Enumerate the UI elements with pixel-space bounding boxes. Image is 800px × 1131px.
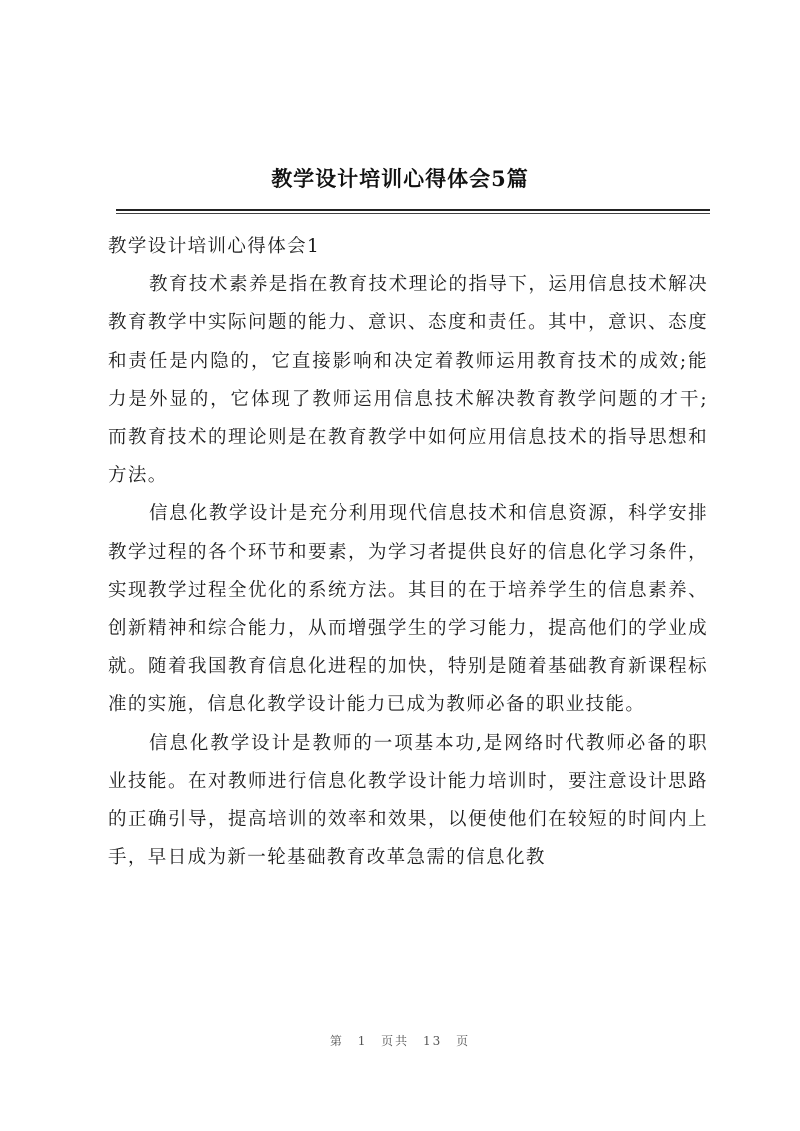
page-footer (0, 1032, 800, 1049)
paragraph-1: 教育技术素养是指在教育技术理论的指导下，运用信息技术解决教育教学中实际问题的能力、意识、态度和责任。其中，意识、态度和责任是内隐的，它直接影响和决定着教师运用教育技术的成效;能力是外显的，它体现了教师运用信息技术解决教育教学问题的才干;而教育技术的理论则是在教育教学中如何应用信息技术的指导思想和方法。 (108, 274, 708, 487)
title-divider-thick (116, 209, 710, 211)
paragraph-2: 信息化教学设计是充分利用现代信息技术和信息资源，科学安排教学过程的各个环节和要素，为学习者提供良好的信息化学习条件，实现教学过程全优化的系统方法。其目的在于培养学生的信息素养、创新精神和综合能力，从而增强学生的学习能力，提高他们的学业成就。随着我国教育信息化进程的加快，特别是随着基础教育新课程标准的实施，信息化教学设计能力已成为教师必备的职业技能。 (108, 503, 708, 716)
section-heading: 教学设计培训心得体会1 (108, 236, 321, 257)
footer-middle: 页共 (381, 1034, 410, 1048)
paragraph-3: 信息化教学设计是教师的一项基本功,是网络时代教师必备的职业技能。在对教师进行信息化教学设计能力培训时，要注意设计思路的正确引导，提高培训的效率和效果，以便使他们在较短的时间内上手，早日成为新一轮基础教育改革急需的信息化教 (108, 732, 708, 869)
footer-prefix: 第 (329, 1034, 344, 1048)
document-title: 教学设计培训心得体会5篇 (271, 166, 529, 191)
footer-page-number: 1 (357, 1034, 368, 1048)
title-divider-thin (116, 213, 710, 214)
footer-suffix: 页 (456, 1034, 471, 1048)
footer-total-pages: 13 (423, 1034, 443, 1048)
document-body (108, 228, 708, 877)
